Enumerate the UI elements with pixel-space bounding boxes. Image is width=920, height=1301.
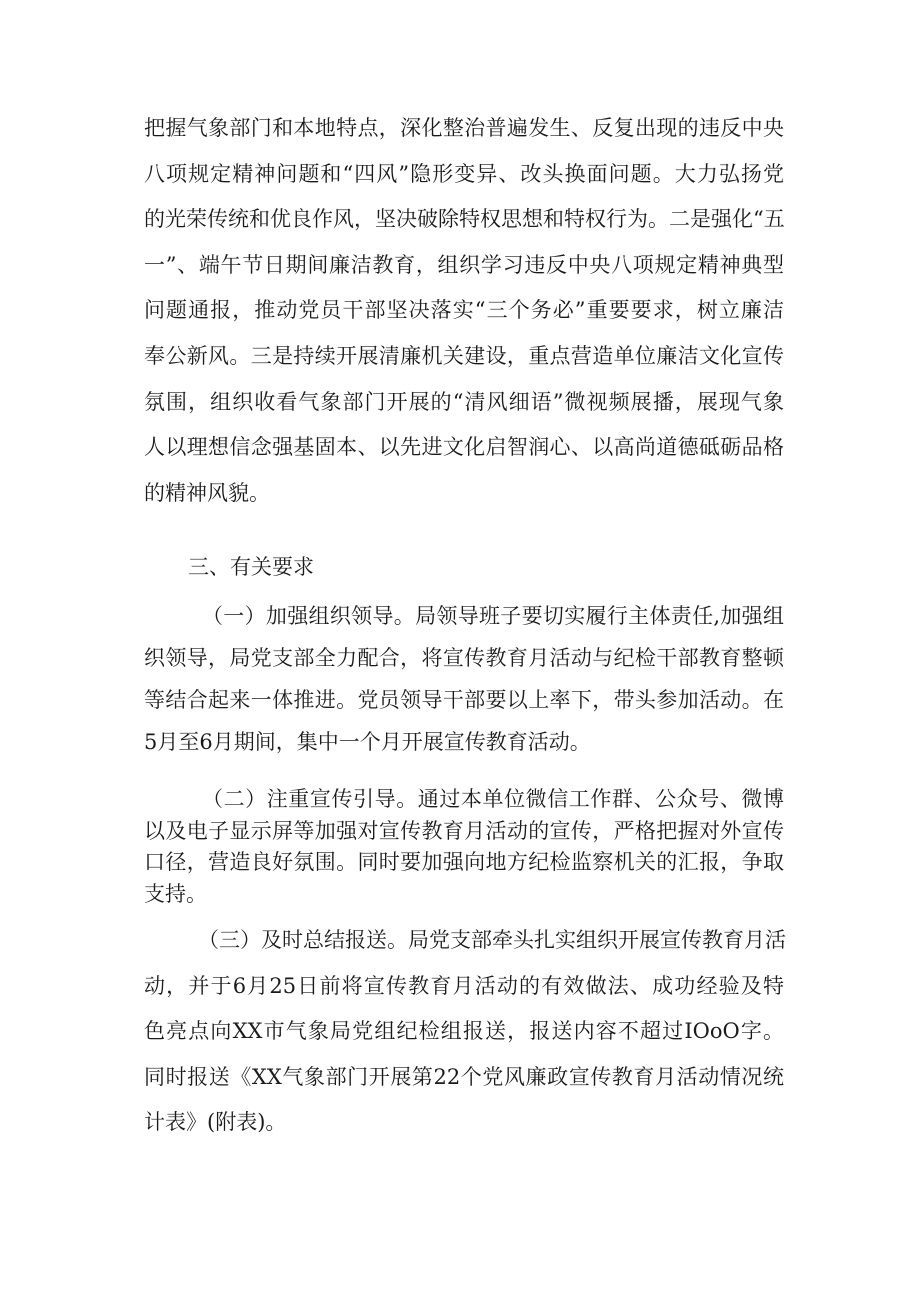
text-line: 计表》(附表)。 xyxy=(144,1110,287,1135)
text-line: 的精神风貌。 xyxy=(144,480,270,505)
text-line: 织领导，局党支部全力配合，将宣传教育月活动与纪检干部教育整顿 xyxy=(144,646,784,670)
text-line: 色亮点向XX市气象局党组纪检组报送，报送内容不超过IOoO字。 xyxy=(144,1019,784,1044)
requirement-1 xyxy=(144,595,784,763)
section-heading xyxy=(188,545,588,591)
text-line: 支持。 xyxy=(144,881,207,906)
text-line: 把握气象部门和本地特点，深化整治普遍发生、反复出现的违反中央 xyxy=(144,116,784,140)
heading-text: 三、有关要求 xyxy=(188,555,314,579)
text-line: 一”、端午节日期间廉洁教育，组织学习违反中央八项规定精神典型 xyxy=(144,252,784,277)
text-line: 以及电子显示屏等加强对宣传教育月活动的宣传，严格把握对外宣传 xyxy=(144,818,784,843)
text-line: 问题通报，推动党员干部坚决落实“三个务必”重要要求，树立廉洁 xyxy=(144,298,784,323)
text-line: 5月至6月期间，集中一个月开展宣传教育活动。 xyxy=(144,730,591,754)
requirement-2 xyxy=(144,784,784,910)
text-line: 八项规定精神问题和“四风”隐形变异、改头换面问题。大力弘扬党 xyxy=(144,161,784,186)
text-line: （二）注重宣传引导。通过本单位微信工作群、公众号、微博 xyxy=(202,787,784,811)
text-line: 等结合起来一体推进。党员领导干部要以上率下，带头参加活动。在 xyxy=(144,688,784,712)
text-line: 的光荣传统和优良作风，坚决破除特权思想和特权行为。二是强化“五 xyxy=(144,207,785,232)
text-line: 同时报送《XX气象部门开展第22个党风廉政宣传教育月活动情况统 xyxy=(144,1064,784,1089)
text-line: 奉公新风。三是持续开展清廉机关建设，重点营造单位廉洁文化宣传 xyxy=(144,343,784,368)
text-line: （一）加强组织领导。局领导班子要切实履行主体责任,加强组 xyxy=(202,604,784,628)
paragraph-continued xyxy=(144,106,784,516)
text-line: 氛围，组织收看气象部门开展的“清风细语”微视频展播，展现气象 xyxy=(144,389,784,414)
text-line: 人以理想信念强基固本、以先进文化启智润心、以高尚道德砥砺品格 xyxy=(144,435,784,460)
requirement-3 xyxy=(144,918,784,1146)
text-line: （三）及时总结报送。局党支部牵头扎实组织开展宣传教育月活 xyxy=(198,928,786,952)
text-line: 口径，营造良好氛围。同时要加强向地方纪检监察机关的汇报，争取 xyxy=(144,850,784,874)
text-line: 动，并于6月25日前将宣传教育月活动的有效做法、成功经验及特 xyxy=(144,973,784,998)
